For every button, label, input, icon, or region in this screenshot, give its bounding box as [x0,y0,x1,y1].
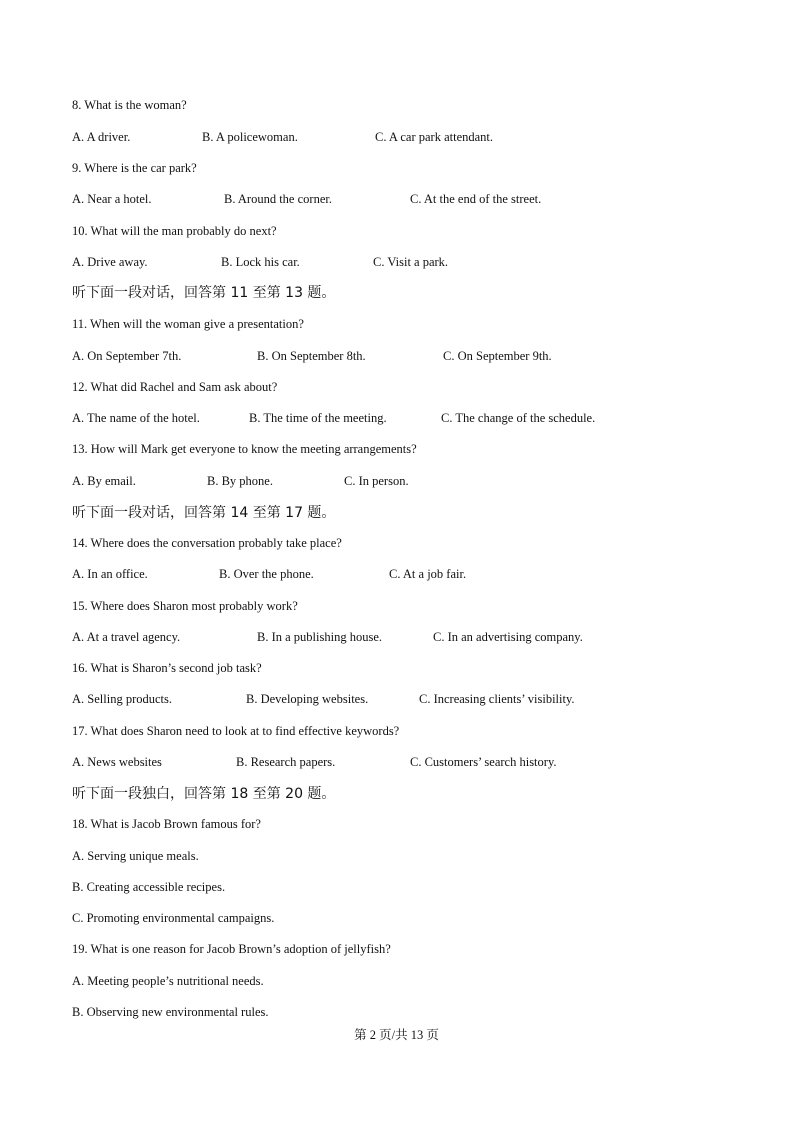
page-footer: 第 2 页/共 13 页 [354,1028,439,1042]
q15-option-b: B. In a publishing house. [257,630,382,644]
q11-option-c: C. On September 9th. [443,349,552,363]
question-17: 17. What does Sharon need to look at to find effective keywords? [72,724,400,738]
question-16: 16. What is Sharon’s second job task? [72,661,262,675]
q10-option-c: C. Visit a park. [373,255,449,269]
q17-option-c: C. Customers’ search history. [410,755,557,769]
q17-option-b: B. Research papers. [236,755,336,769]
q14-option-b: B. Over the phone. [219,567,314,581]
q9-option-b: B. Around the corner. [224,192,332,206]
q8-option-c: C. A car park attendant. [375,130,494,144]
q15-option-c: C. In an advertising company. [433,630,583,644]
question-8: 8. What is the woman? [72,98,187,112]
q11-option-b: B. On September 8th. [257,349,366,363]
question-12: 12. What did Rachel and Sam ask about? [72,380,278,394]
q15-option-a: A. At a travel agency. [72,630,181,644]
section-heading-14-17: 听下面一段对话，回答第 14 至第 17 题。 [72,505,336,521]
q11-option-a: A. On September 7th. [72,349,182,363]
section-heading-18-20: 听下面一段独白，回答第 18 至第 20 题。 [72,786,336,802]
q9-option-c: C. At the end of the street. [410,192,542,206]
q8-option-a: A. A driver. [72,130,131,144]
q13-option-a: A. By email. [72,474,136,488]
q12-option-c: C. The change of the schedule. [441,411,596,425]
q16-option-c: C. Increasing clients’ visibility. [419,692,575,706]
question-15: 15. Where does Sharon most probably work? [72,599,298,613]
question-19: 19. What is one reason for Jacob Brown’s adoption of jellyfish? [72,942,391,956]
q10-option-a: A. Drive away. [72,255,148,269]
question-11: 11. When will the woman give a presentation? [72,317,304,331]
question-9: 9. Where is the car park? [72,161,197,175]
q16-option-b: B. Developing websites. [246,692,369,706]
q8-option-b: B. A policewoman. [202,130,298,144]
q12-option-b: B. The time of the meeting. [249,411,387,425]
question-14: 14. Where does the conversation probably take place? [72,536,342,550]
q13-option-c: C. In person. [344,474,409,488]
q19-option-a: A. Meeting people’s nutritional needs. [72,974,264,988]
q17-option-a: A. News websites [72,755,162,769]
question-18: 18. What is Jacob Brown famous for? [72,817,261,831]
q14-option-a: A. In an office. [72,567,148,581]
question-10: 10. What will the man probably do next? [72,224,277,238]
q18-option-a: A. Serving unique meals. [72,849,199,863]
q19-option-b: B. Observing new environmental rules. [72,1005,269,1019]
q10-option-b: B. Lock his car. [221,255,300,269]
q18-option-c: C. Promoting environmental campaigns. [72,911,275,925]
q13-option-b: B. By phone. [207,474,273,488]
q16-option-a: A. Selling products. [72,692,172,706]
q9-option-a: A. Near a hotel. [72,192,152,206]
q14-option-c: C. At a job fair. [389,567,467,581]
q12-option-a: A. The name of the hotel. [72,411,200,425]
section-heading-11-13: 听下面一段对话，回答第 11 至第 13 题。 [72,285,336,301]
q18-option-b: B. Creating accessible recipes. [72,880,226,894]
question-13: 13. How will Mark get everyone to know the meeting arrangements? [72,442,417,456]
